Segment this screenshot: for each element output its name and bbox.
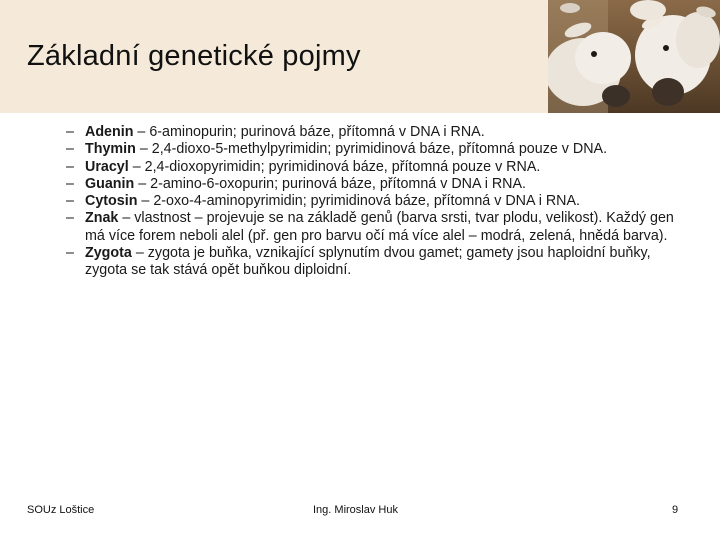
term-label: Zygota <box>85 245 132 262</box>
bullet-dash: – <box>66 193 74 210</box>
list-item <box>62 159 687 176</box>
page-number: 9 <box>672 504 679 516</box>
bullet-list <box>62 124 687 280</box>
term-label: Cytosin <box>85 193 138 210</box>
term-description: – 2,4-dioxopyrimidin; pyrimidinová báze, přítomná pouze v RNA. <box>128 158 541 175</box>
list-item <box>62 176 687 193</box>
footer-school: SOUz Loštice <box>27 504 95 516</box>
bullet-dash: – <box>66 245 74 262</box>
cattle-photo <box>548 0 720 113</box>
bullet-dash: – <box>66 210 74 227</box>
term-label: Znak <box>85 210 119 227</box>
footer-author: Ing. Miroslav Huk <box>313 504 398 516</box>
term-description: – 2-oxo-4-aminopyrimidin; pyrimidinová báze, přítomná v DNA i RNA. <box>137 193 581 210</box>
term-label: Uracyl <box>85 158 129 175</box>
term-description: – 6-aminopurin; purinová báze, přítomná v DNA i RNA. <box>133 124 485 140</box>
list-item <box>62 193 687 210</box>
bullet-dash: – <box>66 175 74 192</box>
list-item <box>62 245 687 280</box>
term-description: – 2,4-dioxo-5-methylpyrimidin; pyrimidinová báze, přítomná pouze v DNA. <box>135 141 608 158</box>
term-description: – zygota je buňka, vznikající splynutím dvou gamet; gamety jsou haploidní buňky, zygota se tak stává opět buňkou diploidní. <box>85 245 651 279</box>
bullet-dash: – <box>66 158 74 175</box>
slide-title: Základní genetické pojmy <box>27 40 361 72</box>
bullet-dash: – <box>66 141 74 158</box>
term-description: – 2-amino-6-oxopurin; purinová báze, přítomná v DNA i RNA. <box>134 175 527 192</box>
term-description: – vlastnost – projevuje se na základě genů (barva srsti, tvar plodu, velikost). Každý gen má více forem neboli alel (př. gen pro barvu očí má více alel – modrá, zelená, hnědá barva). <box>85 210 674 244</box>
list-item <box>62 141 687 158</box>
term-label: Thymin <box>85 141 136 158</box>
term-label: Adenin <box>85 124 134 140</box>
term-label: Guanin <box>85 175 135 192</box>
list-item <box>62 210 687 245</box>
list-item <box>62 124 687 141</box>
bullet-dash: – <box>66 124 74 140</box>
